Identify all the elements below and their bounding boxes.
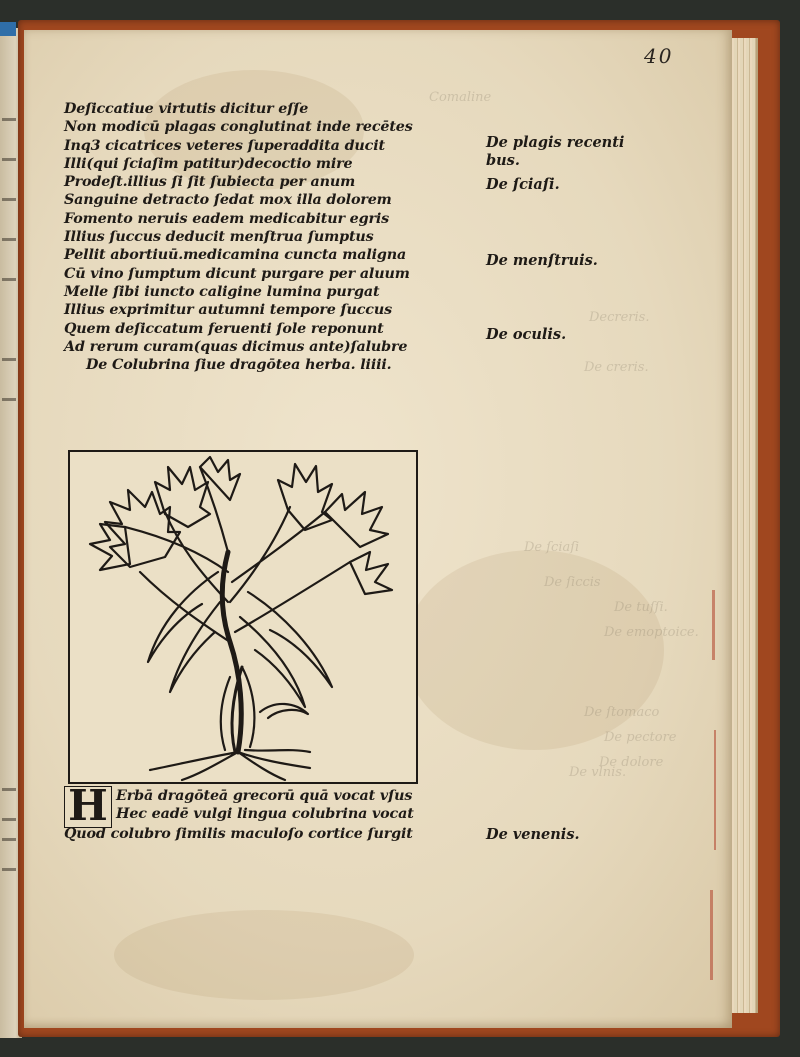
initial-letter: H	[68, 781, 108, 830]
text-line: Cū vino ſumptum dicunt purgare per aluum	[64, 265, 410, 282]
text-line: Hec eadē vulgi lingua colubrina vocat	[116, 806, 414, 822]
text-line: Sanguine detracto ſedat mox illa dolorem	[64, 192, 392, 209]
text-line: Erbā dragōteā grecorū quā vocat vſus	[116, 788, 413, 804]
marginal-note: De oculis.	[486, 326, 567, 343]
text-line: Deſiccatiue virtutis dicitur eſſe	[64, 101, 309, 117]
woodcut-illustration	[68, 450, 418, 784]
text-line: Illius exprimitur autumni tempore ſuccus	[64, 302, 393, 319]
text-line: Illius ſuccus deducit menſtrua ſumptus	[64, 229, 374, 246]
text-line: Quod colubro ſimilis maculoſo cortice ſurgit	[64, 826, 413, 842]
text-line: Quem deſiccatum feruenti ſole reponunt	[64, 320, 384, 337]
marginal-note: De ſciaſi.	[486, 176, 560, 193]
text-line: Pellit abortiuū.medicamina cuncta maligna	[64, 247, 407, 264]
folio-number: 40	[644, 44, 674, 68]
blue-bookmark-tab	[0, 22, 16, 36]
text-line: Inq3 cicatrices veteres ſuperaddita ducit	[64, 137, 385, 154]
decorated-initial	[64, 781, 112, 830]
main-text-block	[64, 100, 474, 374]
marginal-note: De venenis.	[486, 826, 580, 843]
page-edges	[728, 38, 758, 1013]
marginal-note: De menſtruis.	[486, 252, 598, 269]
text-line: Fomento neruis eadem medicabitur egris	[64, 210, 390, 227]
marginal-note: bus.	[486, 152, 520, 169]
text-line: Non modicū plagas conglutinat inde recētes	[64, 119, 413, 136]
text-line: Illi(qui ſciaſim patitur)decoctio mire	[64, 155, 353, 172]
marginal-note: De plagis recenti	[486, 134, 625, 151]
book-page: Comaline Decreris. De creris. De ſciaſi De ſiccis De tuſſi. De emoptoice. De ſtomaco De pectore De vlnis. De dolore	[24, 30, 732, 1028]
text-line: Ad rerum curam(quas dicimus ante)ſalubre	[64, 338, 408, 355]
dragon-arum-plant-icon	[70, 452, 416, 782]
text-line: Melle ſibi iuncto caligine lumina purgat	[64, 283, 380, 300]
text-line: Prodeſt.illius ſi ſit ſubiecta per anum	[64, 174, 356, 191]
section-heading: De Colubrina ſiue dragōtea herba. liiii.	[86, 357, 392, 374]
